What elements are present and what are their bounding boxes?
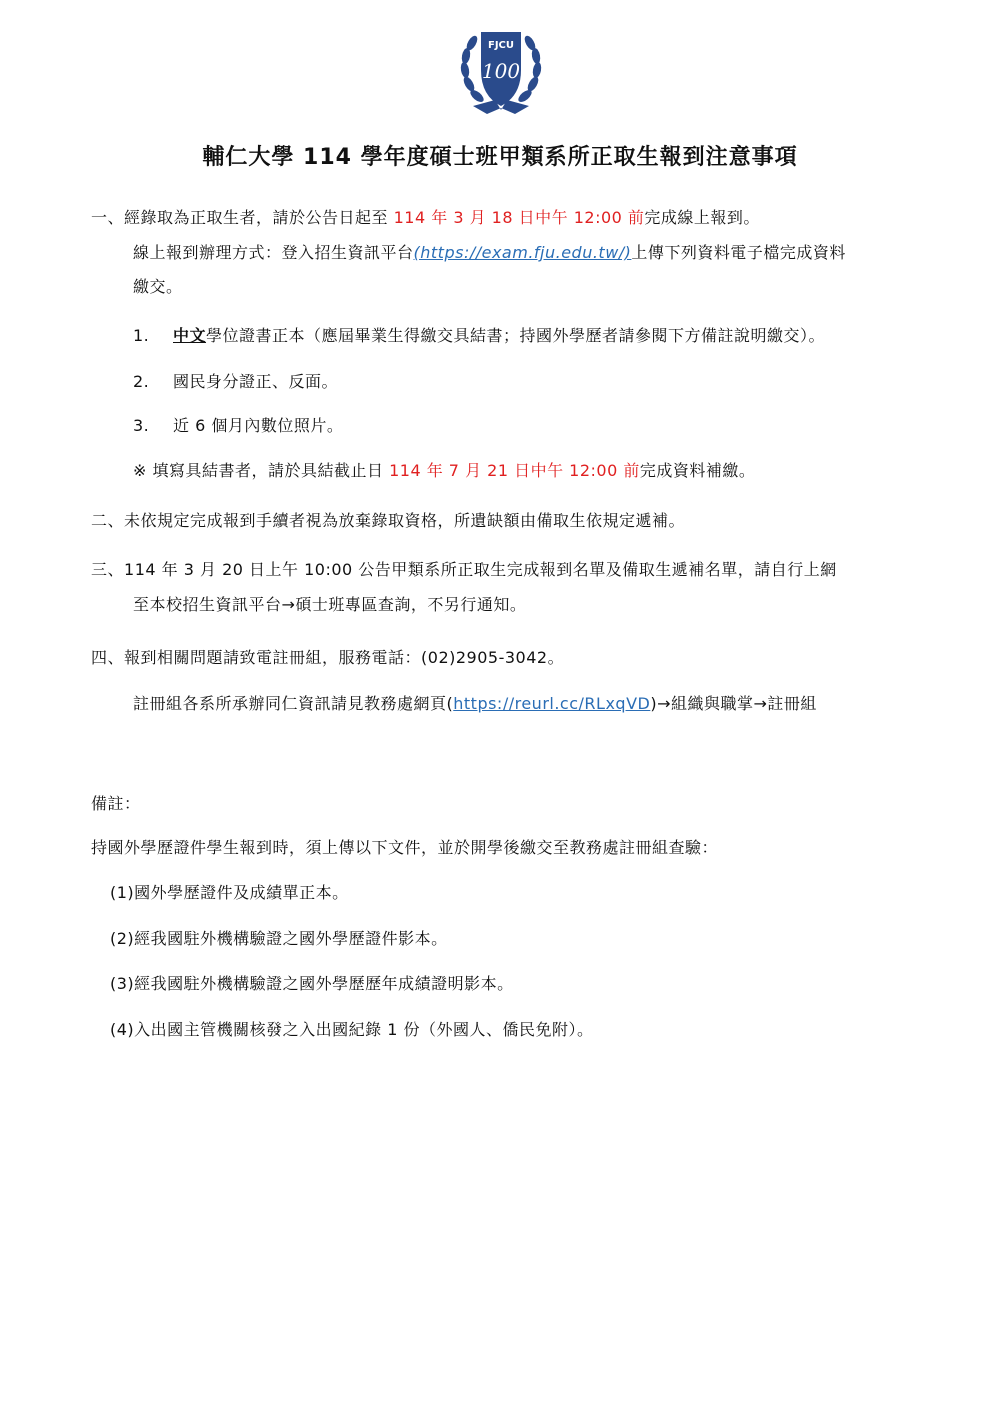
list-item [133,323,825,346]
section-1-line-3: 繳交。 [133,277,183,296]
section-4-text-b: 註冊組各系所承辦同仁資訊請見教務處網頁( [133,694,454,713]
online-method-label: 線上報到辦理方式：登入招生資訊平台 [133,243,414,262]
list-item-bold: 中文 [173,326,207,345]
section-1-text-a: 經錄取為正取生者，請於公告日起至 [124,208,389,227]
remarks-intro: 持國外學歷證件學生報到時，須上傳以下文件，並於開學後繳交至教務處註冊組查驗： [91,838,719,857]
section-1-marker: 一、 [91,208,125,227]
note-text-b: 完成資料補繳。 [639,461,756,480]
section-3-text-a: 114 年 3 月 20 日上午 10:00 公告甲類系所正取生完成報到名單及備取生遞補名單，請自行上網 [124,560,837,579]
remarks-heading: 備註： [91,794,141,813]
logo-number: 100 [481,59,521,83]
academic-affairs-link[interactable]: https://reurl.cc/RLxqVD [453,694,651,713]
list-item-number: 1. [133,326,150,345]
section-4-text-a: 報到相關問題請致電註冊組，服務電話：(02)2905-3042。 [124,648,565,667]
list-item [133,369,338,392]
section-2-marker: 二、 [91,511,125,530]
remarks-item: (4)入出國主管機關核發之入出國紀錄 1 份（外國人、僑民免附）。 [110,1020,594,1039]
remarks-item: (3)經我國駐外機構驗證之國外學歷歷年成績證明影本。 [110,974,514,993]
logo-text: FJCU [487,40,515,51]
list-item-number: 2. [133,372,150,391]
section-3-marker: 三、 [91,560,125,579]
section-1-note [133,458,755,481]
section-2-text: 未依規定完成報到手續者視為放棄錄取資格，所遺缺額由備取生依規定遞補。 [124,511,686,530]
remarks-item: (1)國外學歷證件及成績單正本。 [110,883,349,902]
list-item-text: 近 6 個月內數位照片。 [173,416,344,435]
exam-platform-link[interactable]: (https://exam.fju.edu.tw/) [413,243,632,262]
list-item-text: 國民身分證正、反面。 [173,372,339,391]
note-deadline: 114 年 7 月 21 日中午 12:00 前 [383,461,640,480]
list-item-number: 3. [133,416,150,435]
section-4-line-2 [133,691,817,714]
section-1-line-1 [91,205,760,228]
page-title: 輔仁大學 114 學年度碩士班甲類系所正取生報到注意事項 [202,145,798,170]
list-item-text: 學位證書正本（應屆畢業生得繳交具結書；持國外學歷者請參閱下方備註說明繳交）。 [206,326,826,345]
fjcu-logo [455,22,547,116]
section-2 [91,508,685,531]
remarks-item: (2)經我國駐外機構驗證之國外學歷證件影本。 [110,929,448,948]
section-4-marker: 四、 [91,648,125,667]
section-1-deadline: 114 年 3 月 18 日中午 12:00 前 [388,208,645,227]
online-method-text: 上傳下列資料電子檔完成資料 [631,243,846,262]
section-3-line-1 [91,557,837,580]
note-text-a: ※ 填寫具結書者，請於具結截止日 [133,461,384,480]
section-3-line-2: 至本校招生資訊平台→碩士班專區查詢，不另行通知。 [133,595,527,614]
section-4-text-c: )→組織與職掌→註冊組 [650,694,817,713]
section-4-line-1 [91,645,564,668]
list-item [133,413,343,436]
section-1-line-2 [133,240,846,263]
section-1-text-b: 完成線上報到。 [644,208,760,227]
